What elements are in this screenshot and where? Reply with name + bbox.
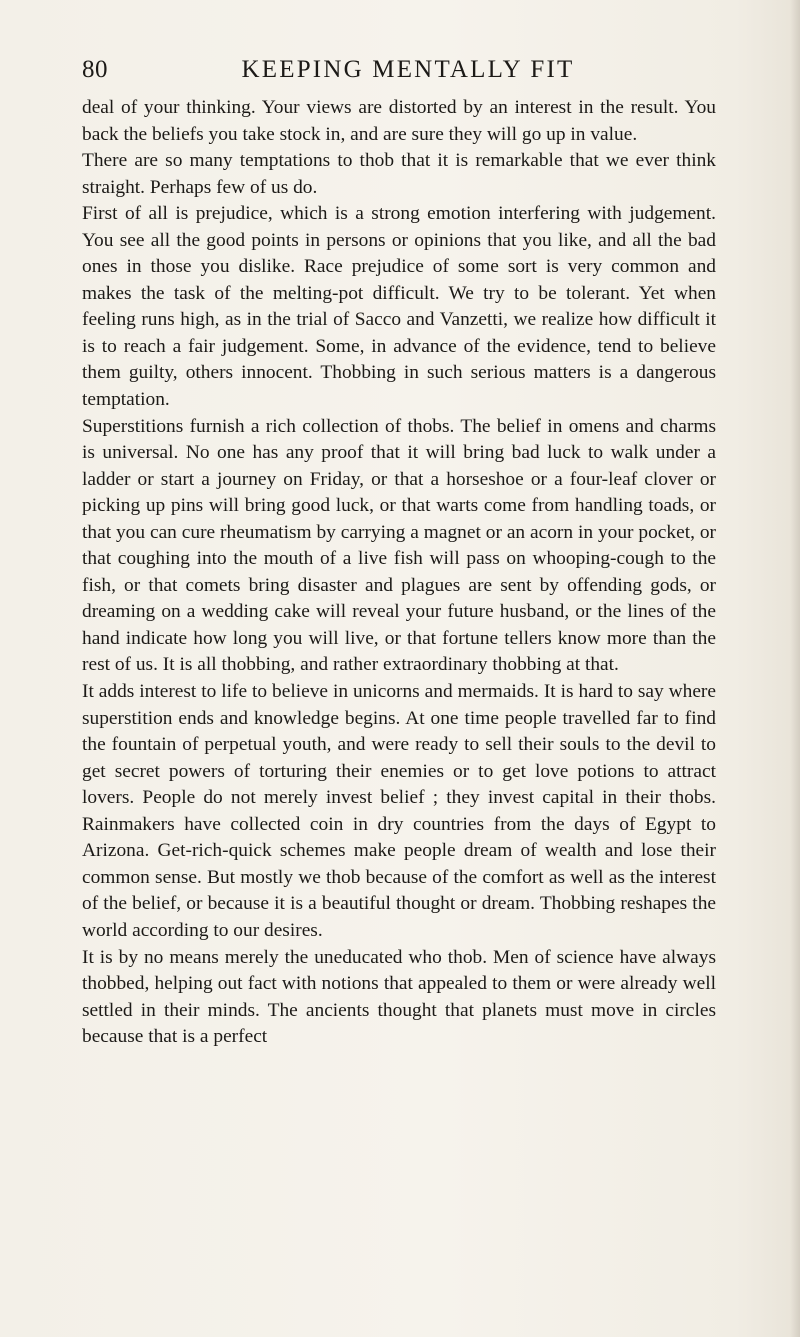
body-text (82, 95, 716, 1051)
paragraph: There are so many temptations to thob that it is remarkable that we ever think straight. Perhaps few of us do. (82, 150, 716, 198)
paragraph: deal of your thinking. Your views are distorted by an interest in the result. You back the beliefs you take stock in, and are sure they will go up in value. (82, 97, 716, 145)
paragraph: It adds interest to life to believe in unicorns and mermaids. It is hard to say where superstition ends and knowledge begins. At one time people travelled far to find the fountain of perpetual youth, and were ready to sell their souls to the devil to get secret powers of torturing their enemies or to get love potions to attract lovers. People do not merely invest belief ; they invest capital in their thobs. Rainmakers have collected coin in dry countries from the days of Egypt to Arizona. Get-rich-quick schemes make people dream of wealth and lose their common sense. But mostly we thob because of the comfort as well as the interest of the belief, or because it is a beautiful thought or dream. Thobbing reshapes the world according to our desires. (82, 681, 716, 941)
page-edge-shadow (790, 0, 800, 1337)
paragraph: It is by no means merely the uneducated who thob. Men of science have always thobbed, helping out fact with notions that appealed to them or were already well settled in their minds. The ancients thought that planets must move in circles because that is a perfect (82, 946, 716, 1048)
page-header (82, 56, 718, 96)
paragraph: First of all is prejudice, which is a strong emotion interfering with judgement. You see all the good points in persons or opinions that you like, and all the bad ones in those you dislike. Race prejudice of some sort is very common and makes the task of the melting-pot difficult. We try to be tolerant. Yet when feeling runs high, as in the trial of Sacco and Vanzetti, we realize how difficult it is to reach a fair judgement. Some, in advance of the evidence, tend to believe them guilty, others innocent. Thobbing in such serious matters is a dangerous temptation. (82, 203, 716, 411)
running-head: KEEPING MENTALLY FIT (241, 56, 575, 83)
paragraph: Superstitions furnish a rich collection of thobs. The belief in omens and charms is universal. No one has any proof that it will bring bad luck to walk under a ladder or start a journey on Friday, or that a horseshoe or a four-leaf clover or picking up pins will bring good luck, or that warts come from handling toads, or that you can cure rheumatism by carrying a magnet or an acorn in your pocket, or that coughing into the mouth of a live fish will pass on whooping-cough to the fish, or that comets bring disaster and plagues are sent by offending gods, or dreaming on a wedding cake will reveal your future husband, or the lines of the hand indicate how long you will live, or that fortune tellers know more than the rest of us. It is all thobbing, and rather extraordinary thobbing at that. (82, 415, 716, 676)
page-number: 80 (82, 56, 108, 83)
